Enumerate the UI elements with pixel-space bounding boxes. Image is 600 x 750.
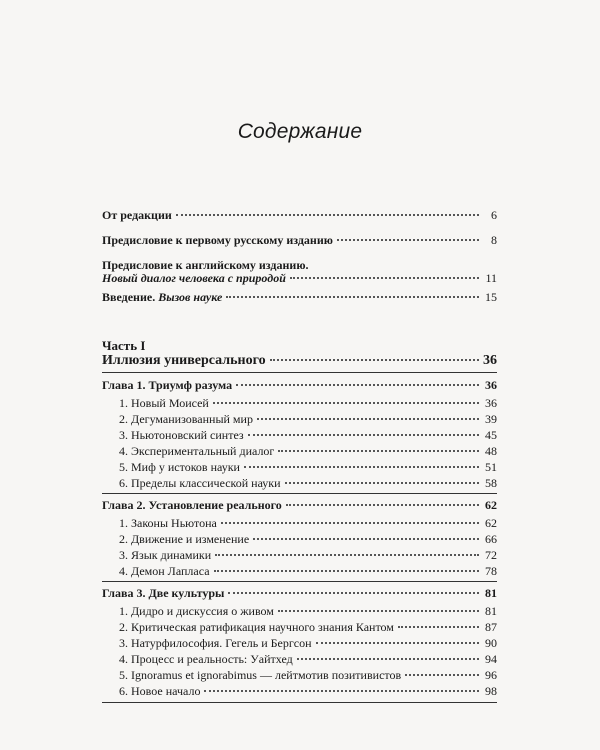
entry-page: 94 [485,652,497,666]
leader-dots [226,295,479,298]
toc-entry-section[interactable] [102,636,497,651]
section-title: 3. Натурфилософия. Гегель и Бергсон [119,636,312,650]
entry-label: Новый диалог человека с природой [102,271,286,285]
leader-dots [270,358,479,361]
toc-entry-preface-english[interactable] [102,271,497,286]
leader-dots [204,689,479,692]
section-title: 1. Дидро и дискуссия о живом [119,604,274,618]
entry-label [102,290,222,305]
entry-page: 98 [485,684,497,698]
toc-entry-chapter-3[interactable] [102,586,497,601]
toc-entry-section[interactable] [102,444,497,459]
entry-page: 11 [485,271,497,285]
entry-page: 87 [485,620,497,634]
leader-dots [286,503,479,506]
divider [102,493,497,494]
entry-label-prefix: Введение. [102,290,156,304]
entry-label-italic: Вызов науке [158,290,223,304]
part-label: Часть I [102,338,146,353]
leader-dots [221,521,479,524]
leader-dots [236,383,479,386]
entry-page: 72 [485,548,497,562]
leader-dots [285,481,479,484]
section-title: 4. Демон Лапласа [119,564,210,578]
toc-entry-section[interactable] [102,604,497,619]
toc-entry-section[interactable] [102,652,497,667]
page-title: Содержание [237,120,363,143]
section-title: 2. Критическая ратификация научного знания Кантом [119,620,394,634]
entry-page: 39 [485,412,497,426]
section-title: 6. Новое начало [119,684,201,698]
toc-entry-chapter-1[interactable] [102,378,497,393]
entry-page: 81 [485,586,497,600]
leader-dots [278,609,479,612]
leader-dots [215,553,479,556]
leader-dots [278,449,479,452]
entry-page: 81 [485,604,497,618]
toc-entry-section[interactable] [102,532,497,547]
toc-entry-preface-english-line1: Предисловие к английскому изданию. [102,258,309,272]
leader-dots [213,401,479,404]
section-title: 5. Миф у истоков науки [119,460,240,474]
entry-page: 90 [485,636,497,650]
leader-dots [405,673,479,676]
section-title: 1. Законы Ньютона [119,516,217,530]
leader-dots [297,657,479,660]
toc-entry-section[interactable] [102,668,497,683]
entry-page: 62 [485,498,497,512]
leader-dots [244,465,479,468]
chapter-title: Глава 1. Триумф разума [102,378,233,392]
entry-page: 36 [485,378,497,392]
entry-page: 58 [485,476,497,490]
toc-entry-preface-russian[interactable] [102,233,497,248]
section-title: 4. Экспериментальный диалог [119,444,275,458]
entry-page: 48 [485,444,497,458]
toc-entry-section[interactable] [102,548,497,563]
leader-dots [337,238,479,241]
entry-page: 51 [485,460,497,474]
leader-dots [257,417,479,420]
section-title: 3. Ньютоновский синтез [119,428,244,442]
toc-entry-section[interactable] [102,396,497,411]
entry-page: 15 [485,290,497,304]
section-title: 3. Язык динамики [119,548,212,562]
entry-page: 78 [485,564,497,578]
toc-entry-section[interactable] [102,564,497,579]
part-title: Иллюзия универсального [102,353,266,368]
entry-page: 8 [491,233,497,247]
leader-dots [228,591,479,594]
toc-entry-editorial[interactable] [102,208,497,223]
leader-dots [248,433,479,436]
leader-dots [253,537,479,540]
leader-dots [316,641,479,644]
divider [102,581,497,582]
entry-label: Предисловие к первому русскому изданию [102,233,333,247]
section-title: 4. Процесс и реальность: Уайтхед [119,652,293,666]
toc-entry-section[interactable] [102,516,497,531]
leader-dots [290,276,479,279]
entry-page: 66 [485,532,497,546]
chapter-title: Глава 3. Две культуры [102,586,225,600]
toc-entry-part-1[interactable] [102,353,497,369]
leader-dots [398,625,479,628]
entry-label: От редакции [102,208,172,222]
entry-page: 96 [485,668,497,682]
toc-entry-introduction[interactable] [102,290,497,305]
section-title: 1. Новый Моисей [119,396,209,410]
section-title: 5. Ignoramus et ignorabimus — лейтмотив позитивистов [119,668,402,682]
entry-page: 62 [485,516,497,530]
toc-entry-section[interactable] [102,460,497,475]
leader-dots [176,213,479,216]
entry-page: 36 [485,396,497,410]
toc-entry-section[interactable] [102,428,497,443]
divider [102,702,497,703]
toc-entry-section[interactable] [102,476,497,491]
entry-page: 45 [485,428,497,442]
toc-entry-section[interactable] [102,620,497,635]
toc-entry-section[interactable] [102,684,497,699]
toc-entry-section[interactable] [102,412,497,427]
divider [102,372,497,373]
section-title: 2. Движение и изменение [119,532,250,546]
leader-dots [214,569,479,572]
section-title: 6. Пределы классической науки [119,476,281,490]
entry-page: 6 [491,208,497,222]
chapter-title: Глава 2. Установление реального [102,498,282,512]
toc-entry-chapter-2[interactable] [102,498,497,513]
section-title: 2. Дегуманизованный мир [119,412,253,426]
entry-page: 36 [483,353,497,368]
